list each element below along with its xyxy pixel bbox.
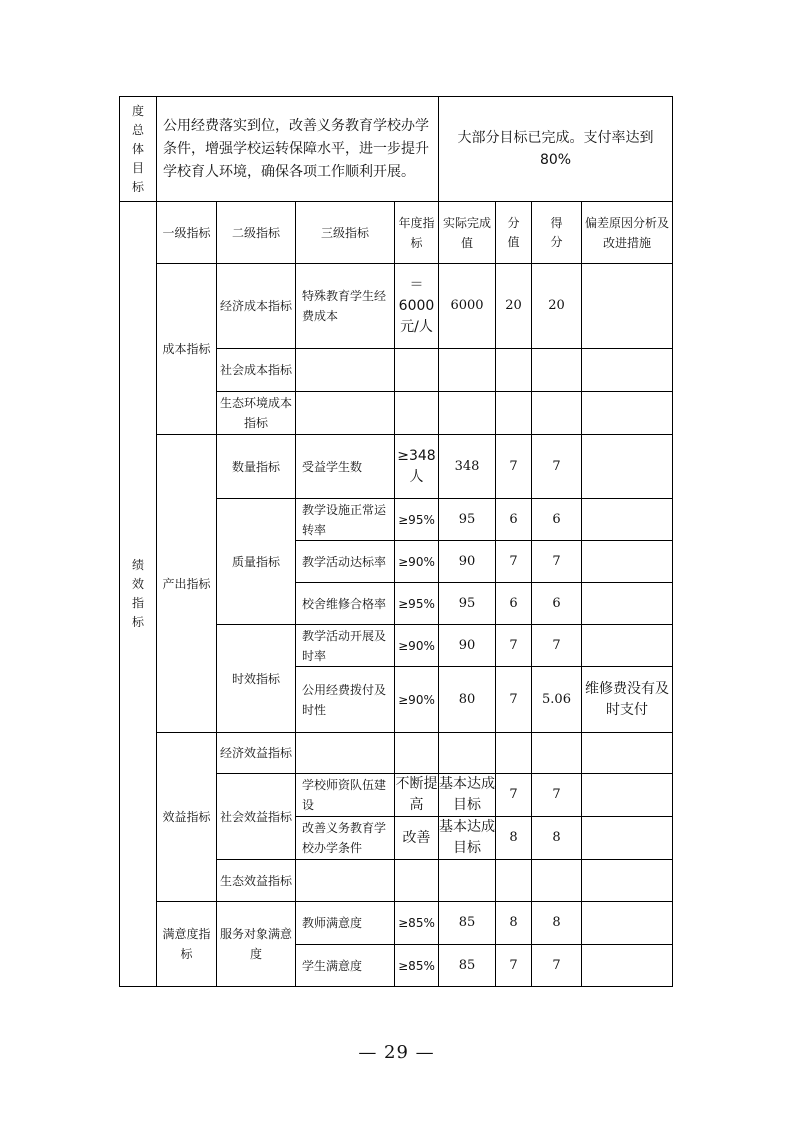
timeliness-deviation-0	[582, 625, 673, 667]
benefit-eco: 生态效益指标	[217, 860, 296, 902]
cost-score: 20	[532, 264, 582, 349]
output-label: 产出指标	[157, 435, 217, 733]
annual-goal-target: 公用经费落实到位，改善义务教育学校办学条件，增强学校运转保障水平，进一步提升学校育人环境，确保各项工作顺利开展。	[157, 97, 439, 202]
social-score-1: 8	[532, 817, 582, 860]
output-quantity-actual: 348	[439, 435, 496, 499]
cost-economic: 经济成本指标	[217, 264, 296, 349]
cost-annual: ＝6000元/人	[395, 264, 439, 349]
satisfaction-label: 满意度指标	[157, 902, 217, 987]
timeliness-weight-1: 7	[496, 667, 532, 733]
quality-score-0: 6	[532, 499, 582, 541]
header-level3: 三级指标	[296, 202, 395, 264]
benefit-label: 效益指标	[157, 733, 217, 902]
output-quantity-annual: ≥348人	[395, 435, 439, 499]
benefit-economic: 经济效益指标	[217, 733, 296, 774]
header-annual: 年度指标	[395, 202, 439, 264]
social-score-0: 7	[532, 774, 582, 817]
timeliness-annual-0: ≥90%	[395, 625, 439, 667]
quality-weight-1: 7	[496, 541, 532, 583]
header-actual: 实际完成值	[439, 202, 496, 264]
quality-weight-2: 6	[496, 583, 532, 625]
output-quantity-score: 7	[532, 435, 582, 499]
output-timeliness: 时效指标	[217, 625, 296, 733]
page-number: — 29 —	[358, 1042, 435, 1063]
satisfaction-score-1: 7	[532, 945, 582, 987]
quality-annual-0: ≥95%	[395, 499, 439, 541]
timeliness-actual-0: 90	[439, 625, 496, 667]
perf-indicator-label: 绩效指标	[120, 202, 157, 987]
quality-actual-1: 90	[439, 541, 496, 583]
social-actual-1: 基本达成目标	[439, 817, 496, 860]
header-score: 得分	[532, 202, 582, 264]
annual-goal-label: 度总体目标	[120, 97, 157, 202]
performance-table-sheet	[119, 96, 672, 987]
quality-annual-2: ≥95%	[395, 583, 439, 625]
annual-goal-completion: 大部分目标已完成。支付率达到80%	[439, 97, 673, 202]
quality-item-0: 教学设施正常运转率	[296, 499, 395, 541]
timeliness-deviation-1: 维修费没有及时支付	[582, 667, 673, 733]
quality-weight-0: 6	[496, 499, 532, 541]
timeliness-annual-1: ≥90%	[395, 667, 439, 733]
satisfaction-sub: 服务对象满意度	[217, 902, 296, 987]
cost-eco: 生态环境成本指标	[217, 392, 296, 435]
cost-item: 特殊教育学生经费成本	[296, 264, 395, 349]
satisfaction-annual-0: ≥85%	[395, 902, 439, 945]
satisfaction-item-1: 学生满意度	[296, 945, 395, 987]
satisfaction-score-0: 8	[532, 902, 582, 945]
social-weight-0: 7	[496, 774, 532, 817]
header-level1: 一级指标	[157, 202, 217, 264]
satisfaction-actual-1: 85	[439, 945, 496, 987]
quality-score-2: 6	[532, 583, 582, 625]
timeliness-score-0: 7	[532, 625, 582, 667]
satisfaction-item-0: 教师满意度	[296, 902, 395, 945]
quality-actual-0: 95	[439, 499, 496, 541]
cost-label: 成本指标	[157, 264, 217, 435]
satisfaction-weight-0: 8	[496, 902, 532, 945]
satisfaction-annual-1: ≥85%	[395, 945, 439, 987]
header-weight: 分值	[496, 202, 532, 264]
output-quality: 质量指标	[217, 499, 296, 625]
cost-weight: 20	[496, 264, 532, 349]
social-item-0: 学校师资队伍建设	[296, 774, 395, 817]
social-annual-1: 改善	[395, 817, 439, 860]
cost-deviation	[582, 264, 673, 349]
output-quantity: 数量指标	[217, 435, 296, 499]
benefit-social: 社会效益指标	[217, 774, 296, 860]
cost-actual: 6000	[439, 264, 496, 349]
quality-actual-2: 95	[439, 583, 496, 625]
header-level2: 二级指标	[217, 202, 296, 264]
quality-annual-1: ≥90%	[395, 541, 439, 583]
social-actual-0: 基本达成目标	[439, 774, 496, 817]
cost-social: 社会成本指标	[217, 349, 296, 392]
header-deviation: 偏差原因分析及改进措施	[582, 202, 673, 264]
social-weight-1: 8	[496, 817, 532, 860]
quality-item-1: 教学活动达标率	[296, 541, 395, 583]
social-item-1: 改善义务教育学校办学条件	[296, 817, 395, 860]
quality-item-2: 校舍维修合格率	[296, 583, 395, 625]
performance-table	[119, 96, 673, 987]
output-quantity-weight: 7	[496, 435, 532, 499]
timeliness-weight-0: 7	[496, 625, 532, 667]
satisfaction-actual-0: 85	[439, 902, 496, 945]
quality-score-1: 7	[532, 541, 582, 583]
timeliness-actual-1: 80	[439, 667, 496, 733]
satisfaction-weight-1: 7	[496, 945, 532, 987]
timeliness-item-1: 公用经费拨付及时性	[296, 667, 395, 733]
timeliness-score-1: 5.06	[532, 667, 582, 733]
social-annual-0: 不断提高	[395, 774, 439, 817]
timeliness-item-0: 教学活动开展及时率	[296, 625, 395, 667]
output-quantity-item: 受益学生数	[296, 435, 395, 499]
